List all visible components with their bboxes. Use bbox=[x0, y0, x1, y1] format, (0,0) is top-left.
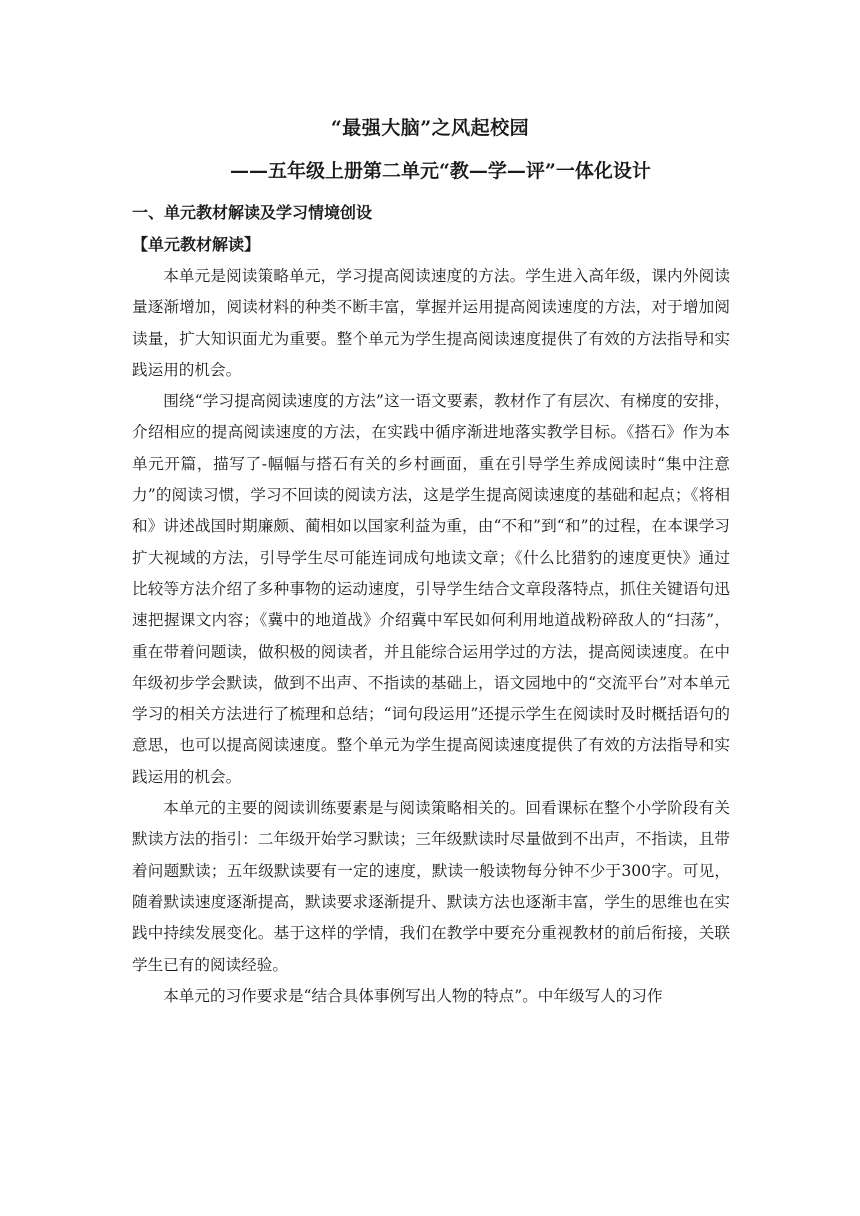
paragraph: 围绕“学习提高阅读速度的方法”这一语文要素，教材作了有层次、有梯度的安排，介绍相应的提高阅读速度的方法，在实践中循序渐进地落实教学目标。《搭石》作为本单元开篇，描写了-幅幅与搭石有关的乡村画面，重在引导学生养成阅读时“集中注意力”的阅读习惯，学习不回读的阅读方法，这是学生提高阅读速度的基础和起点；《将相和》讲述战国时期廉颇、蔺相如以国家利益为重，由“不和”到“和”的过程，在本课学习扩大视域的方法，引导学生尽可能连词成句地读文章；《什么比猎豹的速度更快》通过比较等方法介绍了多种事物的运动速度，引导学生结合文章段落特点，抓住关键语句迅速把握课文内容；《冀中的地道战》介绍冀中军民如何利用地道战粉碎敌人的“扫荡”，重在带着问题读，做积极的阅读者，并且能综合运用学过的方法，提高阅读速度。在中年级初步学会默读，做到不出声、不指读的基础上，语文园地中的“交流平台”对本单元学习的相关方法进行了梳理和总结；“词句段运用”还提示学生在阅读时及时概括语句的意思，也可以提高阅读速度。整个单元为学生提高阅读速度提供了有效的方法指导和实践运用的机会。 bbox=[132, 392, 730, 786]
paragraph: 本单元的主要的阅读训练要素是与阅读策略相关的。回看课标在整个小学阶段有关默读方法的指引：二年级开始学习默读；三年级默读时尽量做到不出声，不指读，且带着问题默读；五年级默读要有一定的速度，默读一般读物每分钟不少于300字。可见，随着默读速度逐渐提高，默读要求逐渐提升、默读方法也逐渐丰富，学生的思维也在实践中持续发展变化。基于这样的学情，我们在教学中要充分重视教材的前后衔接，关联学生已有的阅读经验。 bbox=[132, 799, 730, 974]
paragraph: 本单元是阅读策略单元，学习提高阅读速度的方法。学生进入高年级，课内外阅读量逐渐增加，阅读材料的种类不断丰富，掌握并运用提高阅读速度的方法，对于增加阅读量，扩大知识面尤为重要。整个单元为学生提高阅读速度提供了有效的方法指导和实践运用的机会。 bbox=[132, 267, 730, 379]
paragraph: 本单元的习作要求是“结合具体事例写出人物的特点”。中年级写人的习作 bbox=[163, 986, 663, 1005]
body-text bbox=[132, 261, 730, 1012]
subsection-heading: 【单元教材解读】 bbox=[132, 235, 261, 254]
document-title: “最强大脑”之风起校园 bbox=[330, 117, 530, 139]
section-heading: 一、单元教材解读及学习情境创设 bbox=[132, 203, 373, 222]
document-subtitle: ——五年级上册第二单元“教—学—评”一体化设计 bbox=[230, 160, 651, 182]
